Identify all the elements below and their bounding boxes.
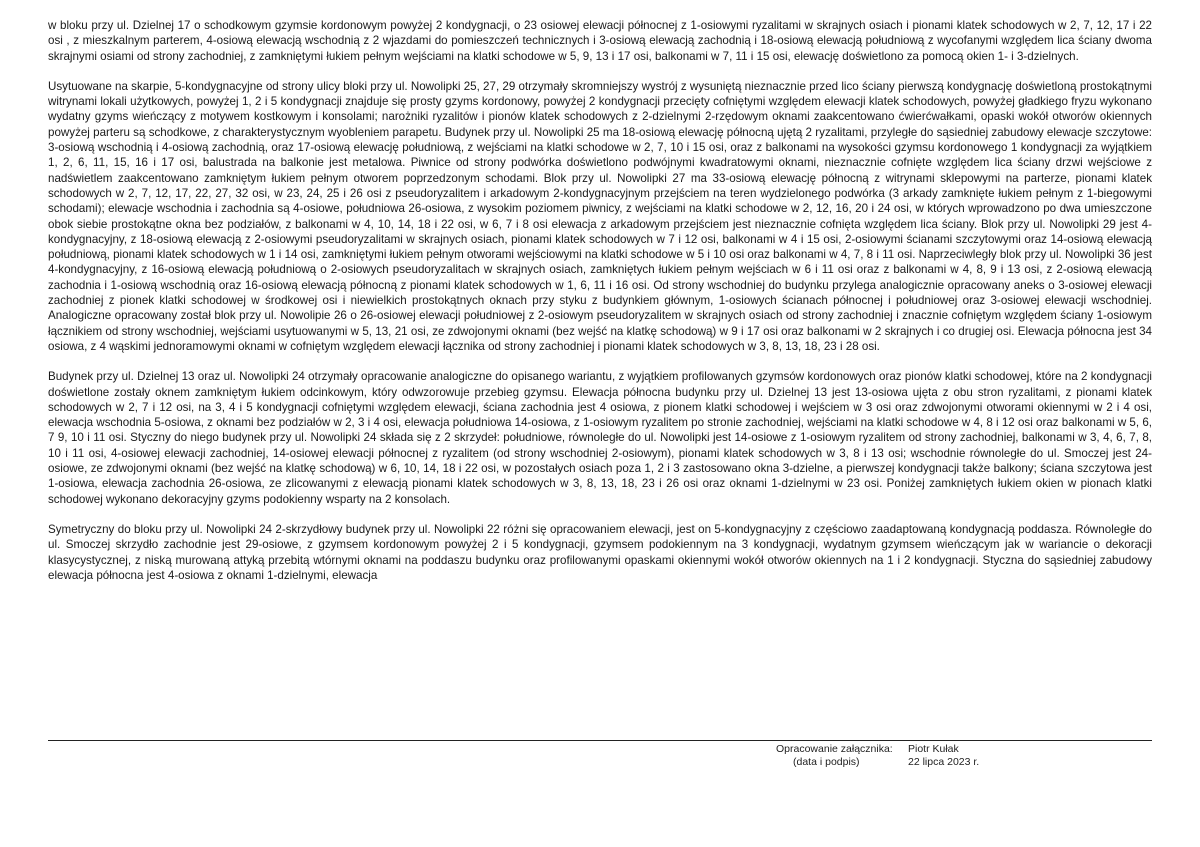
paragraph-nowolipki-22: Symetryczny do bloku przy ul. Nowolipki 24 2-skrzydłowy budynek przy ul. Nowolipki 22 różni się opracowaniem elewacji, jest on 5-kondygnacyjny z częściowo zaadaptowaną kondygnacją poddasza. Równoległe do ul. Smoczej skrzydło zachodnie jest 29-osiowe, z gzymsem kordonowym powyżej 2 i 5 kondygnacji, gzymsem podokiennym na 3 kondygnacji, wydatnym gzymsem wieńczącym jak w wariancie o dekoracji klasycystycznej, z niską murowaną attyką przebitą wtórnymi oknami na poddaszu budynku oraz profilowanymi opaskami okiennymi wokół otworów okiennych na 1 i 2 kondygnacji. Styczna do sąsiedniej zabudowy elewacja północna jest 4-osiowa z oknami 1-dzielnymi, elewacja	[48, 522, 1152, 582]
footer-sublabel: (data i podpis)	[793, 756, 860, 768]
footer-label: Opracowanie załącznika:	[776, 743, 893, 755]
document-body	[48, 18, 1152, 583]
paragraph-nowolipki-25-27-29: Usytuowane na skarpie, 5-kondygnacyjne od strony ulicy bloki przy ul. Nowolipki 25, 27, 29 otrzymały skromniejszy wystrój z wysuniętą nieznacznie przed lico ściany pierwszą kondygnację doświetloną prostokątnymi witrynami lokali użytkowych, powyżej 1, 2 i 5 kondygnacji znajduje się prosty gzyms kordonowy, powyżej 2 kondygnacji przecięty cofniętymi względem elewacji klatek schodowych, powyżej gładkiego fryzu wykonano wydatny gzyms wieńczący z motywem kostkowym i konsolami; narożniki ryzalitów i pionów klatek schodowych z 2-dzielnymi 2-rzędowym oknami zaakcentowano ćwierćwałkami, opaski wokół otworów okiennych powyżej parteru są schodkowe, z charakterystycznym wyobleniem parapetu. Budynek przy ul. Nowolipki 25 ma 18-osiową elewację północną ujętą 2 ryzalitami, przyległe do sąsiedniej zabudowy elewacje szczytowe: 3-osiową wschodnią i 4-osiową zachodnią, oraz 17-osiową elewację południową, z wejściami na klatki schodowe w 2, 7, 10 i 15 osi, oraz z balkonami na wysokości gzymsu kordonowego 1 kondygnacji za wyjątkiem 1, 2, 6, 11, 15, 16 i 17 osi, balustrada na balkonie jest metalowa. Piwnice od strony podwórka doświetlono podwójnymi kwadratowymi oknami, nieznacznie cofnięte względem lica ściany drzwi wejściowe z nadświetlem zaakcentowano zamkniętym łukiem pełnym otworem poprzedzonym schodami. Blok przy ul. Nowolipki 27 ma 33-osiową elewację północną z witrynami sklepowymi na parterze, pionami klatek schodowych w 2, 7, 12, 17, 22, 27, 32 osi, w 23, 24, 25 i 26 osi z pseudoryzalitem i arkadowym 2-kondygnacyjnym przejściem na teren wydzielonego podwórka (3 arkady zamknięte łukiem pełnym z 1-biegowymi schodami); elewacje wschodnia i zachodnia są 4-osiowe, południowa 26-osiowa, z wysokim poziomem piwnicy, z wejściami na klatki schodowe w 2, 12, 16, 20 i 24 osi, w których wprowadzono po dwa umieszczone obok siebie prostokątne okna bez podziałów, z balkonami w 4, 10, 14, 18 i 22 osi, w 6, 7 i 8 osi elewacja z arkadowym przejściem jest nieznacznie cofnięta względem lica ściany. Blok przy ul. Nowolipki 29 jest 4-kondygnacyjny, z 18-osiową elewacją z 2-osiowymi pseudoryzalitami w skrajnych osiach, pionami klatek schodowych w 7 i 12 osi, balkonami w 4 i 15 osi, 2-osiowymi ścianami szczytowymi oraz 14-osiową elewacją południową, pionami klatek schodowych w 1 i 14 osi, zamkniętymi łukiem pełnym otworami wejściowymi na klatki schodowe w 5 i 10 osi oraz balkonami w 4, 7, 8 i 11 osi. Naprzeciwległy blok przy ul. Nowolipki 36 jest 4-kondygnacyjny, z 16-osiową elewacją południową o 2-osiowych pseudoryzalitach w skrajnych osiach, zamkniętych łukiem pełnym wejściach w 6 i 11 osi oraz z balkonami w 4, 8, 9 i 13 osi, z 2-osiową elewacją zachodnia i 1-osiową wschodnią oraz 16-osiową elewacją północną z pionami klatek schodowych w 1, 6, 11 i 16 osi. Od strony wschodniej do budynku przylega analogicznie opracowany aneks o 3-osiowej elewacji zachodniej z pionek klatki schodowej w środkowej osi i niewielkich prostokątnych oknach przy styku z budynkiem głównym, 1-osiowych ścianach północnej i południowej oraz 3-osiowej elewacji wschodniej. Analogiczne opracowany został blok przy ul. Nowolipie 26 o 26-osiowej elewacji południowej z 2-osiowym pseudoryzalitem w skrajnych osiach od strony zachodniej i znacznie cofniętym względem ściany 1-osiowym łącznikiem od strony wschodniej, wejściami usytuowanymi w 5, 13, 21 osi, ze zdwojonymi oknami (bez wejść na klatkę schodową) w 9 i 17 osi oraz balkonami w 2 skrajnych i co drugiej osi. Elewacja północna jest 34 osiowa, z 4 wąskimi jednoramowymi oknami w cofniętym względem elewacji łącznika od strony zachodniej i pionami klatek schodowych w 3, 8, 13, 18, 23 i 28 osi.	[48, 79, 1152, 353]
footer-divider	[48, 740, 1152, 741]
paragraph-dzielna-13-nowolipki-24: Budynek przy ul. Dzielnej 13 oraz ul. Nowolipki 24 otrzymały opracowanie analogiczne do opisanego wariantu, z wyjątkiem profilowanych gzymsów kordonowych oraz pionów klatki schodowej, które na 2 kondygnacji doświetlone zostały oknem zamkniętym łukiem odcinkowym, który odwzorowuje przebieg gzymsu. Elewacja północna budynku przy ul. Dzielnej 13 jest 13-osiowa ujęta z obu stron ryzalitami, z pionami klatek schodowych w 2, 7 i 12 osi, na 3, 4 i 5 kondygnacji cofniętymi względem elewacji, ściana zachodnia jest 4 osiowa, z pionem klatki schodowej i wejściem w 3 osi oraz zdwojonymi otworami okiennymi w 2 i 4 osi, elewacja wschodnia 5-osiowa, z oknami bez podziałów w 2, 3 i 4 osi, elewacja południowa 14-osiowa, z 1-osiowym ryzalitem po stronie zachodniej, wejściami na klatki schodowe w 4, 8 i 12 osi oraz balkonami w 5, 6, 7 9, 10 i 11 osi. Styczny do niego budynek przy ul. Nowolipki 24 składa się z 2 skrzydeł: południowe, równoległe do ul. Nowolipki jest 14-osiowe z 1-osiowym ryzalitem od strony zachodniej, balkonami w 3, 4, 6, 7, 8, 10 i 11 osi, 4-osiowej elewacji zachodniej, 14-osiowej elewacji północnej z ryzalitem (od strony wschodniej 2-osiowym), pionami klatek schodowych w 3, 8 i 13 osi; wschodnie równoległe do ul. Smoczej jest 24-osiowe, ze zdwojonymi oknami (bez wejść na klatkę schodową) w 6, 10, 14, 18 i 22 osi, w pozostałych osiach poza 1, 2 i 3 zastosowano okna 3-dzielne, a pierwszej kondygnacji także balkony; ściana szczytowa jest 1-osiowa, elewacja zachodnia 26-osiowa, ze zlicowanymi z elewacją pionami klatek schodowych w 3, 8, 13, 18, 23 i 26 osi oraz oknami 1-dzielnymi w 23 osi. Poniżej zamkniętych łukiem okien w pionach klatki schodowej wykonano dekoracyjny gzyms podokienny wsparty na 2 konsolach.	[48, 370, 1152, 506]
footer-author-column	[908, 743, 1028, 769]
footer-author: Piotr Kułak	[908, 743, 959, 755]
footer-label-column	[776, 743, 896, 769]
footer-date: 22 lipca 2023 r.	[908, 756, 980, 768]
paragraph-dzielna-17: w bloku przy ul. Dzielnej 17 o schodkowym gzymsie kordonowym powyżej 2 kondygnacji, o 23 osiowej elewacji północnej z 1-osiowymi ryzalitami w skrajnych osiach i pionami klatek schodowych w 2, 7, 12, 17 i 22 osi , z mieszkalnym parterem, 4-osiową elewacją wschodnią z 2 wjazdami do pomieszczeń technicznych i 3-osiową elewacją zachodnią i 18-osiową elewacją południową z wycofanymi względem lica ściany dwoma skrajnymi osiami od strony zachodniej, z zamkniętymi łukiem pełnym wejściami na klatki schodowe w 5, 9, 13 i 17 osi, balkonami w 7, 11 i 15 osi, elewację doświetlono za pomocą okien 1- i 3-dzielnych.	[48, 19, 1152, 63]
